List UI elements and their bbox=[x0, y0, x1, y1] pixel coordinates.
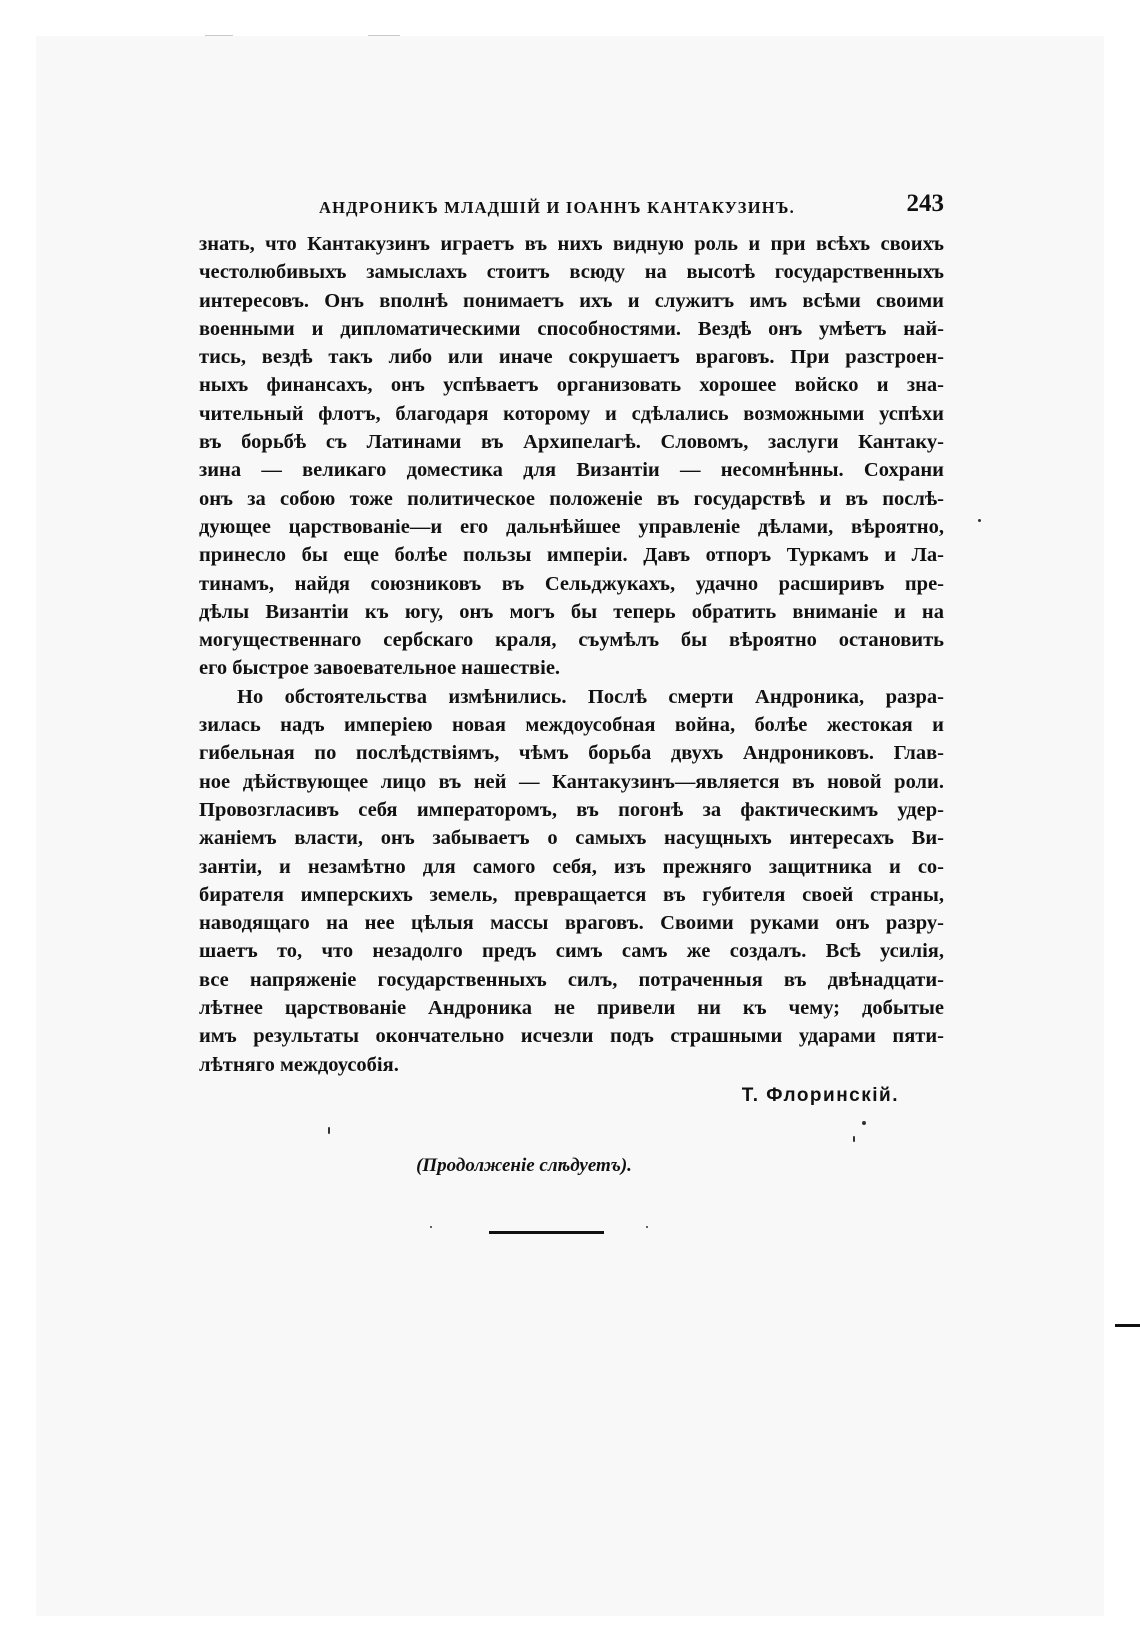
text-line: знать, что Кантакузинъ играетъ въ нихъ видную роль и при всѣхъ своихъ bbox=[199, 233, 944, 255]
text-line: честолюбивыхъ замыслахъ стоитъ всюду на высотѣ государственныхъ bbox=[199, 261, 944, 284]
author-signature bbox=[199, 1083, 944, 1119]
text-line: зина — великаго доместика для Византіи — несомнѣнны. Сохрани bbox=[199, 459, 944, 482]
continuation-note: (Продолженіе слѣдуетъ). bbox=[416, 1155, 632, 1176]
scan-speck bbox=[853, 1136, 855, 1142]
scan-artifact-line bbox=[368, 35, 400, 36]
text-line: интересовъ. Онъ вполнѣ понимаетъ ихъ и служитъ имъ всѣми своими bbox=[199, 289, 944, 312]
text-line: военными и дипломатическими способностями. Вездѣ онъ умѣетъ най- bbox=[199, 317, 944, 340]
text-line: зилась надъ имперіею новая междоусобная война, болѣе жестокая и bbox=[199, 714, 944, 737]
page-header bbox=[199, 190, 944, 230]
scan-speck bbox=[328, 1127, 330, 1134]
body-text bbox=[199, 230, 944, 1079]
scan-artifact-line bbox=[205, 35, 233, 36]
text-line: тинамъ, найдя союзниковъ въ Сельджукахъ, удачно расширивъ пре- bbox=[199, 572, 944, 595]
text-line: зантіи, и незамѣтно для самого себя, изъ прежняго защитника и со- bbox=[199, 855, 944, 878]
text-line: лѣтнее царствованіе Андроника не привели ни къ чему; добытые bbox=[199, 997, 944, 1020]
running-title: АНДРОНИКЪ МЛАДШІЙ И ІОАННЪ КАНТАКУЗИНЪ. bbox=[319, 198, 795, 217]
paragraph-2 bbox=[199, 683, 944, 1079]
scan-speck bbox=[430, 1226, 432, 1228]
text-line: имъ результаты окончательно исчезли подъ страшными ударами пяти- bbox=[199, 1025, 944, 1048]
text-line: жаніемъ власти, онъ забываетъ о самыхъ насущныхъ интересахъ Ви- bbox=[199, 827, 944, 850]
text-line: принесло бы еще болѣе пользы имперіи. Давъ отпоръ Туркамъ и Ла- bbox=[199, 544, 944, 567]
book-page bbox=[199, 190, 944, 1176]
section-end-rule bbox=[489, 1231, 604, 1234]
margin-mark bbox=[1115, 1324, 1140, 1327]
text-line: ное дѣйствующее лицо въ ней — Кантакузинъ—является въ новой роли. bbox=[199, 770, 944, 793]
scan-speck bbox=[978, 519, 981, 522]
text-line: гибельная по послѣдствіямъ, чѣмъ борьба двухъ Андрониковъ. Глав- bbox=[199, 742, 944, 765]
text-line: онъ за собою тоже политическое положеніе въ государствѣ и въ послѣ- bbox=[199, 487, 944, 510]
text-line: Провозгласивъ себя императоромъ, въ погонѣ за фактическимъ удер- bbox=[199, 798, 944, 821]
text-line: дующее царствованіе—и его дальнѣйшее управленіе дѣлами, вѣроятно, bbox=[199, 515, 944, 538]
text-line: тись, вездѣ такъ либо или иначе сокрушаетъ враговъ. При разстроен- bbox=[199, 346, 944, 369]
scan-speck bbox=[862, 1121, 866, 1125]
text-line: лѣтняго междоусобія. bbox=[199, 1053, 399, 1076]
text-line: все напряженіе государственныхъ силъ, потраченныя въ двѣнадцати- bbox=[199, 968, 944, 991]
text-line: Но обстоятельства измѣнились. Послѣ смерти Андроника, разра- bbox=[237, 685, 944, 708]
text-line: его быстрое завоевательное нашествіе. bbox=[199, 657, 561, 680]
paragraph-1 bbox=[199, 230, 944, 683]
text-line: дѣлы Византіи къ югу, онъ могъ бы теперь обратить вниманіе и на bbox=[199, 600, 944, 623]
text-line: бирателя имперскихъ земель, превращается въ губителя своей страны, bbox=[199, 883, 944, 906]
page-number: 243 bbox=[906, 190, 944, 217]
text-line: въ борьбѣ съ Латинами въ Архипелагѣ. Словомъ, заслуги Кантаку- bbox=[199, 431, 944, 454]
author-name: Т. Флоринскій. bbox=[741, 1084, 899, 1106]
text-line: чительный флотъ, благодаря которому и сдѣлались возможными успѣхи bbox=[199, 402, 944, 425]
text-line: шаетъ то, что незадолго предъ симъ самъ же создалъ. Всѣ усилія, bbox=[199, 940, 944, 963]
text-line: могущественнаго сербскаго краля, съумѣлъ бы вѣроятно остановить bbox=[199, 629, 944, 652]
text-line: ныхъ финансахъ, онъ успѣваетъ организовать хорошее войско и зна- bbox=[199, 374, 944, 397]
text-line: наводящаго на нее цѣлыя массы враговъ. Своими руками онъ разру- bbox=[199, 912, 944, 935]
scan-speck bbox=[646, 1226, 648, 1228]
